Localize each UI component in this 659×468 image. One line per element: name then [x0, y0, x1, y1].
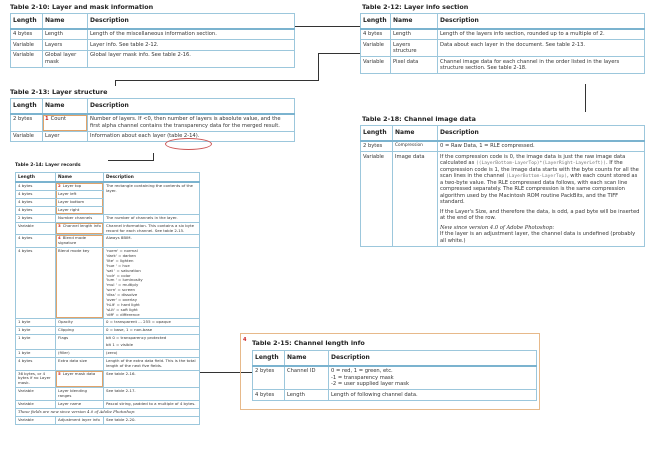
- marker-3: 3: [58, 222, 61, 228]
- blend-key-item: 'sat ' = saturation: [106, 267, 141, 273]
- table-note-row: These fields are new since version 4.0 of Adobe Photoshop:: [16, 408, 200, 416]
- blend-key-item: 'norm' = normal: [106, 248, 138, 254]
- connector-line: [318, 53, 360, 54]
- col-name: Name: [43, 14, 88, 29]
- table-row: 36 bytes, or 4 bytes if no Layer mask. 5 Layer mask data See table 2-16.: [16, 370, 200, 388]
- blend-key-item: 'diff' = difference: [106, 311, 140, 317]
- blend-key-item: 'hue ' = hue: [106, 262, 130, 268]
- table-row: 2 bytes Number channels The number of channels in the layer.: [16, 214, 200, 222]
- blend-keys: [104, 248, 200, 319]
- table-2-18: Length Name Description 2 bytes Compression 0 = Raw Data, 1 = RLE compressed. Variable Image data If the compression code is 0, the image data is just the raw image data calculated as ((LayerBottom-LayerTop)*(LayerRight-LayerLeft)). If the compression code is 1, the image data starts with the byte counts for all the scan lines in the channel (LayerBottom-LayerTop), with each count stored as a two-byte value. The RLE compressed data follows, with each scan line compressed separately. The RLE compression is the same compression algorithm used by the Macintosh ROM routine PackBits, and the TIFF standard. If the Layer's Size, and therefore the data, is odd, a pad byte will be inserted at the end of the row. New since version 4.0 of Adobe Photoshop: If the layer is an adjustment layer, the channel data is undefined (probably all white.): [360, 125, 645, 247]
- marker-2: 2: [58, 183, 61, 189]
- connector-line: [318, 53, 319, 81]
- table-2-12: Length Name Description 4 bytes Length Length of the layers info section, rounded up to a multiple of 2. Variable Layers structure Data about each layer in the document. See table 2-13. Variable Pixel data Channel image data for each channel in the order listed in the layers structure section. See table 2-18.: [360, 13, 645, 74]
- table-2-14: Length Name Description 4 bytes 2 Layer top The rectangle containing the contents of the layer. 4 bytes Layer left 4 bytes Layer bottom 4 bytes Layer right 2 bytes Number channels The number of channels in the layer. Variable 3 Channel length info Channel information. This contains a six byte record for each channel. See table 2-15. 4 bytes 4 Blend mode signature Always 8BIM. 4 bytes Blend mode key 'norm' = normal 'dark' = darken 'lite' = lighten 'hue ' = hue 'sat ' = saturation 'colr' = color 'lum ' = luminosity 'mul ' = multiply 'scrn' = screen 'diss' = dissolve 'over' = overlay 'hLit' = hard light 'sLit' = soft light 'diff' = difference 1 byte Opacity 0 = transparent ... 255 = opaque 1 byte Clipping 0 = base, 1 = non-base 1 byte Flags bit 0 = transparency protected bit 1 = visible 1 byte (filler) (zero) 4 bytes Extra data size Length of the extra data field. This is the total length of the next five fields. 36 bytes, or 4 bytes if no Layer mask. 5 Layer mask data See table 2-16. Variable Layer blending ranges See table 2-17. Variable Layer name Pascal string, padded to a multiple of 4 bytes. These fields are new since version 4.0 of Adobe Photoshop: Variable Adjustment layer info See table 2-20.: [15, 172, 200, 425]
- table-row: Variable Pixel data Channel image data for each channel in the order listed in the layers structure section. See table 2-18.: [361, 57, 645, 74]
- table-2-14-title: Table 2-14: Layer records: [15, 163, 81, 168]
- blend-key-item: 'diss' = dissolve: [106, 292, 138, 298]
- highlight-ellipse: [165, 138, 212, 150]
- connector-line: [295, 26, 360, 27]
- table-2-12-title: Table 2-12: Layer info section: [362, 3, 469, 11]
- table-row: 4 bytes Layer left: [16, 191, 200, 199]
- table-2-15: Length Name Description 2 bytes Channel ID 0 = red, 1 = green, etc. -1 = transparency mask -2 = user supplied layer mask 4 bytes Length Length of following channel data.: [252, 350, 537, 401]
- table-row: 4 bytes Layer right: [16, 206, 200, 214]
- table-row: Variable 3 Channel length info Channel information. This contains a six byte record for each channel. See table 2-15.: [16, 222, 200, 235]
- table-row: Variable Layer blending ranges See table 2-17.: [16, 388, 200, 401]
- highlight-cell: 1 Count: [43, 114, 88, 132]
- connector-line: [153, 153, 154, 160]
- table-row: 4 bytes 2 Layer top The rectangle containing the contents of the layer.: [16, 182, 200, 190]
- table-row: 2 bytes Channel ID 0 = red, 1 = green, etc. -1 = transparency mask -2 = user supplied layer mask: [253, 366, 537, 390]
- col-description: Description: [88, 14, 295, 29]
- table-row: 4 bytes Length Length of the miscellaneous information section.: [11, 29, 295, 40]
- marker-4: 4: [58, 235, 61, 241]
- connector-line: [585, 84, 586, 112]
- table-2-10-title: Table 2-10: Layer and mask information: [10, 3, 154, 11]
- table-row: Variable Global layer mask Global layer mask info. See table 2-16.: [11, 50, 295, 67]
- marker-1: 1: [45, 116, 49, 122]
- blend-key-item: 'sLit' = soft light: [106, 306, 138, 312]
- table-row: 4 bytes Length Length of the layers info section, rounded up to a multiple of 2.: [361, 29, 645, 40]
- marker-4-callout: 4: [243, 337, 247, 343]
- table-2-13: Length Name Description 2 bytes 1 Count Number of layers. If <0, then number of layers is absolute value, and the first alpha channel contains the transparency data for the merged result. Variable Layer Information about each layer (table 2-14).: [10, 98, 295, 142]
- table-2-15-title: Table 2-15: Channel length info: [252, 339, 365, 347]
- table-row: 4 bytes 4 Blend mode signature Always 8BIM.: [16, 235, 200, 248]
- blend-key-item: 'scrn' = screen: [106, 287, 135, 293]
- table-row: Variable Adjustment layer info See table 2-20.: [16, 416, 200, 424]
- blend-key-item: 'mul ' = multiply: [106, 282, 139, 288]
- col-length: Length: [11, 14, 43, 29]
- table-row: 4 bytes Length Length of following channel data.: [253, 390, 537, 401]
- connector-line: [108, 160, 154, 161]
- table-row: 4 bytes Extra data size Length of the extra data field. This is the total length of the next five fields.: [16, 357, 200, 370]
- table-row: 1 byte Opacity 0 = transparent ... 255 = opaque: [16, 319, 200, 327]
- table-row: 2 bytes Compression 0 = Raw Data, 1 = RLE compressed.: [361, 141, 645, 152]
- table-2-18-title: Table 2-18: Channel image data: [362, 115, 476, 123]
- table-row: 1 byte (filler) (zero): [16, 349, 200, 357]
- table-row: 1 byte Flags bit 0 = transparency protected bit 1 = visible: [16, 335, 200, 350]
- blend-key-item: 'lite' = lighten: [106, 257, 134, 263]
- blend-key-item: 'lum ' = luminosity: [106, 277, 143, 283]
- table-row: Variable Image data If the compression code is 0, the image data is just the raw image data calculated as ((LayerBottom-LayerTop)*(LayerRight-LayerLeft)). If the compression code is 1, the image data starts with the byte counts for all the scan lines in the channel (LayerBottom-LayerTop), with each count stored as a two-byte value. The RLE compressed data follows, with each scan line compressed separately. The RLE compression is the same compression algorithm used by the Macintosh ROM routine PackBits, and the TIFF standard. If the Layer's Size, and therefore the data, is odd, a pad byte will be inserted at the end of the row. New since version 4.0 of Adobe Photoshop: If the layer is an adjustment layer, the channel data is undefined (probably all white.): [361, 152, 645, 247]
- table-row: 2 bytes 1 Count Number of layers. If <0, then number of layers is absolute value, and the first alpha channel contains the transparency data for the merged result.: [11, 114, 295, 132]
- connector-line: [115, 80, 318, 81]
- marker-5: 5: [58, 370, 61, 376]
- blend-key-item: 'dark' = darken: [106, 253, 137, 259]
- table-row: 4 bytes Blend mode key 'norm' = normal 'dark' = darken 'lite' = lighten 'hue ' = hue 'sat ' = saturation 'colr' = color 'lum ' = luminosity 'mul ' = multiply 'scrn' = screen 'diss' = dissolve 'over' = overlay 'hLit' = hard light 'sLit' = soft light 'diff' = difference: [16, 248, 200, 319]
- table-row: 4 bytes Layer bottom: [16, 199, 200, 207]
- table-row: Variable Layer Information about each layer (table 2-14).: [11, 131, 295, 142]
- blend-key-item: 'colr' = color: [106, 272, 131, 278]
- table-2-10: [10, 13, 295, 68]
- table-row: Variable Layers Layer info. See table 2-12.: [11, 40, 295, 51]
- blend-key-item: 'over' = overlay: [106, 296, 137, 302]
- table-row: Variable Layer name Pascal string, padded to a multiple of 4 bytes.: [16, 400, 200, 408]
- table-row: 1 byte Clipping 0 = base, 1 = non-base: [16, 327, 200, 335]
- table-2-13-title: Table 2-13: Layer structure: [10, 88, 108, 96]
- blend-key-item: 'hLit' = hard light: [106, 301, 140, 307]
- table-row: Variable Layers structure Data about each layer in the document. See table 2-13.: [361, 40, 645, 57]
